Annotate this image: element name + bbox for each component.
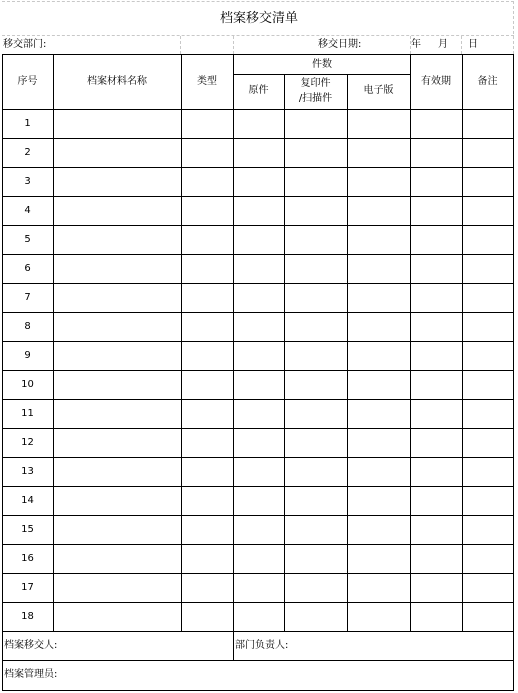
row-number: 11: [21, 408, 34, 419]
row-divider: [2, 254, 514, 255]
row-divider: [2, 544, 514, 545]
row-divider: [2, 312, 514, 313]
column-divider: [410, 54, 411, 631]
column-divider: [181, 54, 182, 631]
dept-label: 移交部门:: [3, 39, 47, 50]
row-divider: [2, 225, 514, 226]
header-remarks: 备注: [477, 76, 498, 87]
row-divider: [2, 370, 514, 371]
header-seq: 序号: [17, 76, 38, 87]
count-subheader-line: [233, 74, 411, 75]
column-divider: [347, 74, 348, 631]
table-border-top: [2, 54, 514, 55]
row-divider: [2, 631, 514, 632]
row-divider: [2, 341, 514, 342]
column-divider: [284, 74, 285, 631]
header-original: 原件: [248, 85, 269, 96]
grid-line: [2, 1, 514, 2]
row-number: 9: [24, 350, 31, 361]
manager-label: 档案管理员:: [4, 669, 58, 680]
row-divider: [2, 457, 514, 458]
row-divider: [2, 602, 514, 603]
row-number: 17: [21, 582, 34, 593]
row-divider: [2, 660, 514, 661]
row-number: 6: [24, 263, 31, 274]
header-electronic: 电子版: [363, 85, 394, 96]
row-divider: [2, 109, 514, 110]
grid-line: [233, 36, 234, 54]
grid-line: [2, 35, 514, 36]
column-divider: [233, 54, 234, 660]
row-divider: [2, 428, 514, 429]
grid-line: [461, 36, 462, 54]
date-label: 移交日期:: [318, 39, 362, 50]
row-number: 7: [24, 292, 31, 303]
row-number: 13: [21, 466, 34, 477]
row-number: 14: [21, 495, 34, 506]
row-divider: [2, 399, 514, 400]
row-number: 15: [21, 524, 34, 535]
row-number: 3: [24, 176, 31, 187]
month-label: 月: [438, 39, 448, 50]
header-type: 类型: [197, 76, 217, 87]
grid-line: [513, 1, 514, 54]
row-number: 8: [24, 321, 31, 332]
row-divider: [2, 486, 514, 487]
row-divider: [2, 515, 514, 516]
column-divider: [462, 54, 463, 631]
row-divider: [2, 167, 514, 168]
row-number: 10: [21, 379, 34, 390]
transferor-label: 档案移交人:: [4, 640, 58, 651]
header-name: 档案材料名称: [87, 76, 147, 87]
header-validity: 有效期: [421, 76, 451, 87]
row-number: 2: [24, 147, 31, 158]
row-number: 1: [24, 118, 31, 129]
row-divider: [2, 196, 514, 197]
grid-line: [180, 36, 181, 54]
row-number: 5: [24, 234, 31, 245]
day-label: 日: [468, 39, 478, 50]
dept-head-label: 部门负责人:: [235, 640, 289, 651]
page-title: 档案移交清单: [219, 11, 298, 26]
row-divider: [2, 573, 514, 574]
table-border-right: [513, 54, 514, 691]
row-number: 4: [24, 205, 31, 216]
row-number: 18: [21, 611, 34, 622]
table-border-bottom: [2, 690, 514, 691]
column-divider: [53, 54, 54, 631]
header-count: 件数: [312, 59, 332, 70]
row-divider: [2, 138, 514, 139]
row-number: 16: [21, 553, 34, 564]
row-divider: [2, 283, 514, 284]
header-copy-line1: 复印件: [300, 78, 331, 89]
header-copy-line2: /扫描件: [298, 93, 333, 104]
year-label: 年: [411, 39, 421, 50]
row-number: 12: [21, 437, 34, 448]
